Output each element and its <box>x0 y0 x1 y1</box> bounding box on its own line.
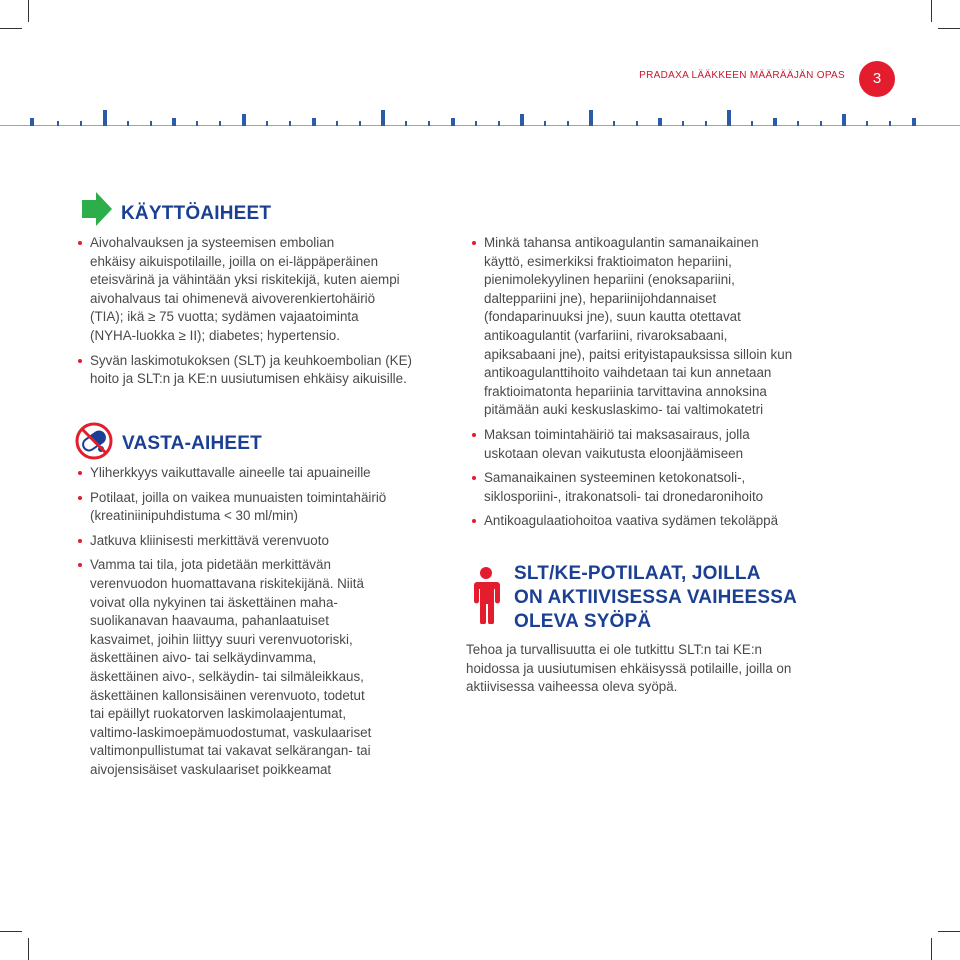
cancer-text: Tehoa ja turvallisuutta ei ole tutkittu SLT:n tai KE:n hoidossa ja uusiutumisen ehkäisyssä potilaille, joilla on aktiivisessa vaiheessa oleva syöpä. <box>466 642 792 695</box>
crop-mark <box>931 938 932 960</box>
crop-mark <box>28 0 29 22</box>
list-item: Potilaat, joilla on vaikea munuaisten toimintahäiriö (kreatiniinipuhdistuma < 30 ml/min) <box>78 489 458 526</box>
person-icon <box>470 566 502 624</box>
list-item: Syvän laskimotukoksen (SLT) ja keuhkoembolian (KE) hoito ja SLT:n ja KE:n uusiutumisen ehkäisy aikuisille. <box>78 352 458 389</box>
crop-mark <box>938 931 960 932</box>
arrow-right-icon <box>80 191 114 227</box>
indications-list <box>78 234 458 395</box>
list-item: Jatkuva kliinisesti merkittävä verenvuoto <box>78 532 458 551</box>
page-number-badge: 3 <box>859 61 895 97</box>
crop-mark <box>931 0 932 22</box>
indications-title: KÄYTTÖAIHEET <box>121 203 272 224</box>
list-item: Minkä tahansa antikoagulantin samanaikainen käyttö, esimerkiksi fraktioimaton hepariini, pienimolekyylinen hepariini (enoksapariini, dalteppariini jne), hepariinijohdannaiset (fondaparinuuksi jne), suun kautta otettavat antikoagulantit (varfariini, rivaroksabaani, apiksabaani jne), paitsi erityistapauksissa silloin kun antikoagulanttihoito vaihdetaan tai kun annetaan fraktioimatonta hepariinia tarvittavina annoksina pitämään auki keskuslaskimo- tai valtimokatetri <box>472 234 872 420</box>
cancer-title: SLT/KE-POTILAAT, JOILLA ON AKTIIVISESSA VAIHEESSA OLEVA SYÖPÄ <box>514 563 798 632</box>
crop-mark <box>0 931 22 932</box>
list-item: Maksan toimintahäiriö tai maksasairaus, jolla uskotaan olevan vaikutusta eloonjäämiseen <box>472 426 872 463</box>
list-item: Antikoagulaatiohoitoa vaativa sydämen tekoläppä <box>472 512 872 531</box>
list-item: Vamma tai tila, jota pidetään merkittävän verenvuodon huomattavana riskitekijänä. Niitä voivat olla nykyinen tai äskettäinen maha- suolikanavan haavauma, pahanlaatuiset kasvaimet, joihin liittyy suuri verenvuotoriski, äskettäinen aivo- tai selkäydinvamma, äskettäinen aivo-, selkäydin- tai silmäleikkaus, äskettäinen kallonsisäinen verenvuoto, todetut tai epäillyt ruokatorven laskimolaajentumat, valtimo-laskimoepämuodostumat, vaskulaariset valtimonpullistumat tai vakavat selkärangan- tai aivojensisäiset vaskulaariset poikkeamat <box>78 556 458 779</box>
prohibited-pills-icon <box>74 421 114 461</box>
list-item: Aivohalvauksen ja systeemisen embolian ehkäisy aikuispotilaille, joilla on ei-läppäperäinen eteisvärinä ja vähintään yksi riskitekijä, kuten aiempi aivohalvaus tai ohimenevä aivoverenkiertohäiriö (TIA); ikä ≥ 75 vuotta; sydämen vajaatoiminta (NYHA-luokka ≥ II); diabetes; hypertensio. <box>78 234 458 346</box>
contraindications-list-right <box>472 234 872 537</box>
running-header: PRADAXA LÄÄKKEEN MÄÄRÄÄJÄN OPAS <box>639 70 845 81</box>
list-item: Samanaikainen systeeminen ketokonatsoli-, siklosporiini-, itrakonatsoli- tai dronedaronihoito <box>472 469 872 506</box>
contraindications-title: VASTA-AIHEET <box>122 433 262 454</box>
crop-mark <box>28 938 29 960</box>
contraindications-list-left <box>78 464 458 786</box>
crop-mark <box>0 28 22 29</box>
crop-mark <box>938 28 960 29</box>
list-item: Yliherkkyys vaikuttavalle aineelle tai apuaineille <box>78 464 458 483</box>
